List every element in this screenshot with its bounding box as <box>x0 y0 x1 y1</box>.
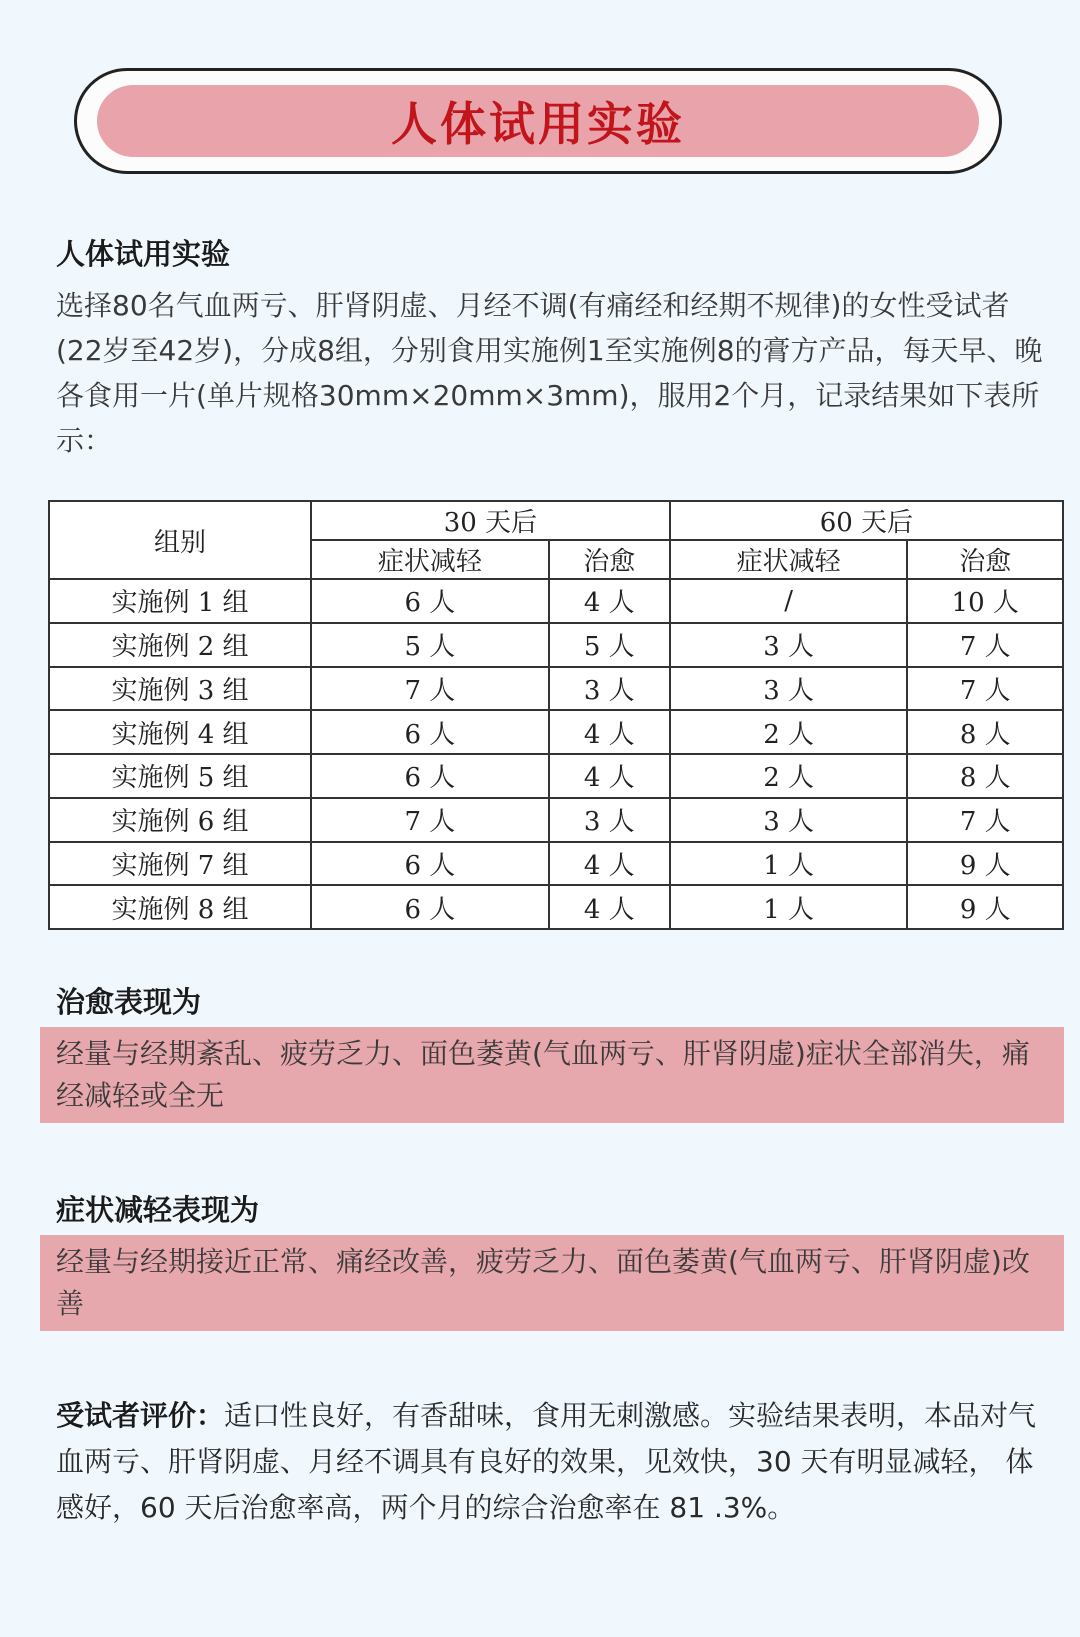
d30-relief-cell: 7 人 <box>311 667 549 711</box>
period-30-header: 30 天后 <box>311 501 670 540</box>
d30-cure-cell: 4 人 <box>549 710 670 754</box>
d30-relief-cell: 7 人 <box>311 798 549 842</box>
d60-relief-cell: 3 人 <box>670 798 908 842</box>
d60-relief-cell: / <box>670 579 908 623</box>
d30-cure-cell: 4 人 <box>549 885 670 929</box>
table-row <box>49 710 1063 754</box>
d30-relief-cell: 6 人 <box>311 885 549 929</box>
relief-description: 经量与经期接近正常、痛经改善，疲劳乏力、面色萎黄(气血两亏、肝肾阴虚)改善 <box>40 1235 1064 1331</box>
d60-cure-cell: 8 人 <box>907 710 1063 754</box>
relief-heading: 症状减轻表现为 <box>56 1193 260 1227</box>
d60-relief-cell: 1 人 <box>670 842 908 886</box>
d60-cure-cell: 9 人 <box>907 842 1063 886</box>
group-cell: 实施例 5 组 <box>49 754 311 798</box>
d60-relief-cell: 3 人 <box>670 667 908 711</box>
d30-cure-cell: 4 人 <box>549 579 670 623</box>
group-cell: 实施例 1 组 <box>49 579 311 623</box>
banner-title: 人体试用实验 <box>391 97 685 151</box>
table-row <box>49 885 1063 929</box>
subheader-30-cure: 治愈 <box>549 540 670 579</box>
d30-cure-cell: 4 人 <box>549 842 670 886</box>
table-row <box>49 667 1063 711</box>
title-banner-fill <box>97 85 979 157</box>
cure-description: 经量与经期紊乱、疲劳乏力、面色萎黄(气血两亏、肝肾阴虚)症状全部消失，痛经减轻或全无 <box>40 1027 1064 1123</box>
group-header: 组别 <box>49 501 311 579</box>
group-cell: 实施例 4 组 <box>49 710 311 754</box>
d30-cure-cell: 4 人 <box>549 754 670 798</box>
d30-relief-cell: 5 人 <box>311 623 549 667</box>
group-cell: 实施例 3 组 <box>49 667 311 711</box>
d60-relief-cell: 3 人 <box>670 623 908 667</box>
title-banner <box>74 68 1002 174</box>
subheader-60-relief: 症状减轻 <box>670 540 908 579</box>
d30-relief-cell: 6 人 <box>311 710 549 754</box>
results-table <box>48 500 1064 930</box>
d60-cure-cell: 7 人 <box>907 667 1063 711</box>
d30-cure-cell: 5 人 <box>549 623 670 667</box>
table-header-row <box>49 501 1063 540</box>
group-cell: 实施例 7 组 <box>49 842 311 886</box>
d60-relief-cell: 2 人 <box>670 710 908 754</box>
period-60-header: 60 天后 <box>670 501 1063 540</box>
d60-relief-cell: 1 人 <box>670 885 908 929</box>
d60-cure-cell: 10 人 <box>907 579 1063 623</box>
d60-cure-cell: 7 人 <box>907 798 1063 842</box>
d60-cure-cell: 7 人 <box>907 623 1063 667</box>
d60-relief-cell: 2 人 <box>670 754 908 798</box>
table-row <box>49 754 1063 798</box>
group-cell: 实施例 6 组 <box>49 798 311 842</box>
d30-cure-cell: 3 人 <box>549 798 670 842</box>
d30-relief-cell: 6 人 <box>311 579 549 623</box>
d60-cure-cell: 8 人 <box>907 754 1063 798</box>
group-cell: 实施例 8 组 <box>49 885 311 929</box>
table-row <box>49 623 1063 667</box>
section-paragraph: 选择80名气血两亏、肝肾阴虚、月经不调(有痛经和经期不规律)的女性受试者(22岁至42岁)，分成8组，分别食用实施例1至实施例8的膏方产品，每天早、晚各食用一片(单片规格30mm×20mm×3mm)，服用2个月，记录结果如下表所示： <box>56 289 1043 457</box>
table-row <box>49 798 1063 842</box>
cure-heading: 治愈表现为 <box>56 985 202 1019</box>
section-heading: 人体试用实验 <box>56 237 231 271</box>
d60-cure-cell: 9 人 <box>907 885 1063 929</box>
review-text: 适口性良好，有香甜味，食用无刺激感。实验结果表明，本品对气血两亏、肝肾阴虚、月经不调具有良好的效果，见效快，30 天有明显减轻， 体感好，60 天后治愈率高，两个月的综合治愈率在 81 .3%。 <box>56 1399 1037 1524</box>
review-block <box>56 1393 1056 1531</box>
review-label: 受试者评价： <box>56 1399 225 1432</box>
group-cell: 实施例 2 组 <box>49 623 311 667</box>
subheader-30-relief: 症状减轻 <box>311 540 549 579</box>
d30-relief-cell: 6 人 <box>311 754 549 798</box>
table-row <box>49 579 1063 623</box>
d30-cure-cell: 3 人 <box>549 667 670 711</box>
table-row <box>49 842 1063 886</box>
d30-relief-cell: 6 人 <box>311 842 549 886</box>
subheader-60-cure: 治愈 <box>907 540 1063 579</box>
